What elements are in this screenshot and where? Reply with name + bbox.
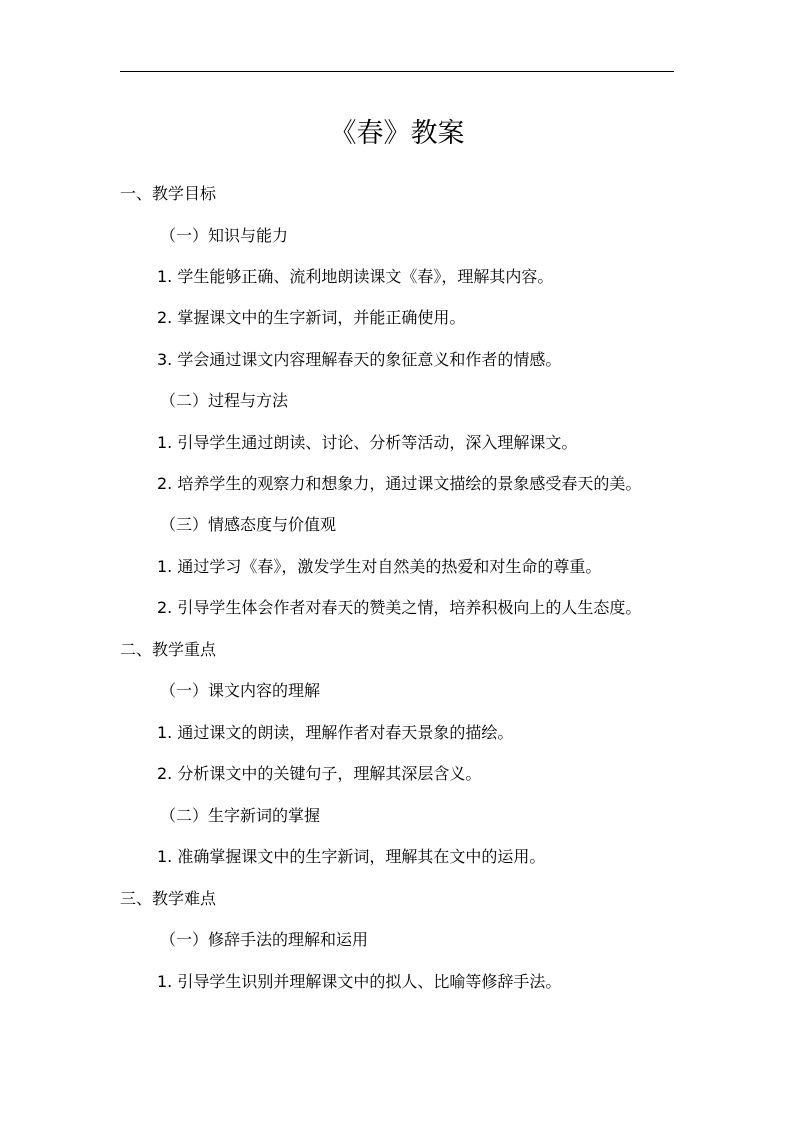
subsection-heading-2-2: （二）生字新词的掌握 — [160, 806, 321, 825]
list-item: 1. 通过学习《春》，激发学生对自然美的热爱和对生命的尊重。 — [157, 557, 602, 576]
subsection-heading-3-1: （一）修辞手法的理解和运用 — [160, 930, 369, 949]
list-item: 1. 通过课文的朗读，理解作者对春天景象的描绘。 — [157, 723, 514, 742]
subsection-heading-1-1: （一）知识与能力 — [160, 226, 289, 245]
section-heading-1: 一、教学目标 — [120, 184, 217, 203]
subsection-heading-1-3: （三）情感态度与价值观 — [160, 515, 337, 534]
section-heading-3: 三、教学难点 — [120, 889, 217, 908]
list-item: 1. 引导学生通过朗读、讨论、分析等活动，深入理解课文。 — [157, 433, 578, 452]
list-item: 2. 分析课文中的关键句子，理解其深层含义。 — [157, 764, 482, 783]
document-title: 《春》教案 — [329, 118, 465, 149]
section-heading-2: 二、教学重点 — [120, 640, 217, 659]
header-rule — [120, 71, 674, 72]
subsection-heading-2-1: （一）课文内容的理解 — [160, 681, 321, 700]
subsection-heading-1-2: （二）过程与方法 — [160, 391, 289, 410]
list-item: 2. 培养学生的观察力和想象力，通过课文描绘的景象感受春天的美。 — [157, 474, 642, 493]
list-item: 1. 学生能够正确、流利地朗读课文《春》，理解其内容。 — [157, 267, 554, 286]
list-item: 2. 掌握课文中的生字新词，并能正确使用。 — [157, 308, 466, 327]
list-item: 1. 引导学生识别并理解课文中的拟人、比喻等修辞手法。 — [157, 972, 562, 991]
list-item: 1. 准确掌握课文中的生字新词，理解其在文中的运用。 — [157, 847, 546, 866]
list-item: 2. 引导学生体会作者对春天的赞美之情，培养积极向上的人生态度。 — [157, 598, 642, 617]
list-item: 3. 学会通过课文内容理解春天的象征意义和作者的情感。 — [157, 350, 562, 369]
